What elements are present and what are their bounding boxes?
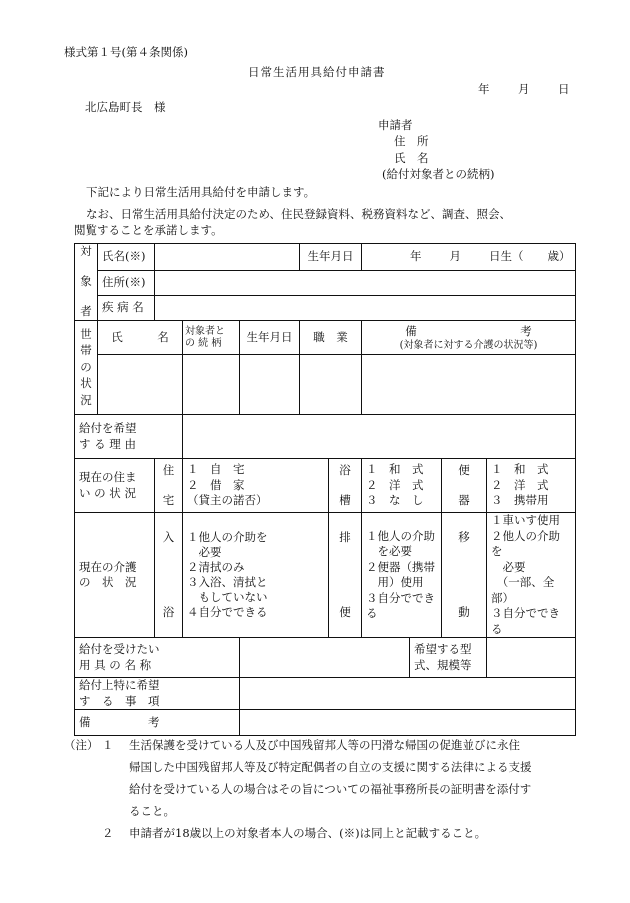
subject-dob-field[interactable]: 年 月 日生（ 歳）: [362, 244, 576, 271]
subject-disease-field[interactable]: [155, 296, 576, 321]
item-name-label: 給付を受けたい 用 具 の 名 称: [75, 638, 240, 678]
applicant-relation-label: (給付対象者との続柄): [382, 167, 495, 181]
housing-bath-options[interactable]: １ 和 式 ２ 洋 式 ３ な し: [362, 459, 442, 513]
special-request-field[interactable]: [240, 678, 576, 710]
item-model-label: 希望する型 式、規模等: [410, 638, 487, 678]
household-relation-field[interactable]: [183, 355, 240, 415]
intro-line-2a: なお、日常生活用具給付決定のため、住民登録資料、税務資料など、調査、照会、: [86, 207, 512, 221]
remarks-label: 備 考: [75, 710, 240, 736]
housing-house-side: 住 宅: [155, 459, 183, 513]
subject-section-label: 対 象 者: [75, 244, 98, 321]
page-title: 日常生活用具給付申請書: [248, 65, 386, 79]
household-name-field[interactable]: [98, 355, 183, 415]
household-col-name: 氏 名: [98, 321, 183, 355]
applicant-name-label: 氏 名: [394, 151, 429, 165]
subject-name-field[interactable]: [155, 244, 300, 271]
care-moving-side: 移 動: [442, 513, 487, 638]
applicant-address-label: 住 所: [394, 134, 429, 148]
subject-disease-label: 疾 病 名: [98, 296, 155, 321]
household-remarks-field[interactable]: [362, 355, 576, 415]
household-col-job: 職 業: [300, 321, 362, 355]
remarks-field[interactable]: [240, 710, 576, 736]
housing-toilet-side: 便 器: [442, 459, 487, 513]
addressee: 北広島町長 様: [85, 100, 166, 114]
household-col-dob: 生年月日: [240, 321, 300, 355]
item-name-field[interactable]: [240, 638, 410, 678]
date-day-label: 日: [558, 82, 570, 96]
care-bathing-side: 入 浴: [155, 513, 183, 638]
notes-section: [64, 734, 584, 844]
subject-address-label: 住所(※): [98, 271, 155, 296]
care-moving-options[interactable]: １車いす使用 ２他人の介助を 必要 （一部、全部） ３自分でできる: [487, 513, 576, 638]
applicant-label: 申請者: [378, 118, 413, 132]
household-section-label: 世 帯 の 状 況: [75, 321, 98, 415]
item-model-field[interactable]: [487, 638, 576, 678]
date-month-label: 月: [518, 82, 530, 96]
reason-label: 給付を希望 す る 理 由: [75, 415, 183, 459]
special-request-label: 給付上特に希望 す る 事 項: [75, 678, 240, 710]
housing-toilet-options[interactable]: １ 和 式 ２ 洋 式 ３ 携帯用: [487, 459, 576, 513]
care-excretion-options[interactable]: １他人の介助 を必要 ２便器（携帯 用）使用 ３自分でできる: [362, 513, 442, 638]
care-excretion-side: 排 便: [329, 513, 362, 638]
intro-line-2b: 閲覧することを承諾します。: [74, 223, 223, 237]
application-form-table: [74, 243, 576, 736]
intro-line-1: 下記により日常生活用具給付を申請します。: [86, 185, 316, 199]
note-1: （注） １ 生活保護を受けている人及び中国残留邦人等の円滑な帰国の促進並びに永住 帰国した中国残留邦人等及び特定配偶者の自立の支援に関する法律による支援 給付を受けている人の場合はその旨についての福祉事務所長の証明書を添付す ること。: [64, 738, 532, 818]
subject-address-field[interactable]: [155, 271, 576, 296]
reason-field[interactable]: [183, 415, 576, 459]
care-bathing-options[interactable]: １他人の介助を 必要 ２清拭のみ ３入浴、清拭と もしていない ４自分でできる: [183, 513, 329, 638]
housing-label: 現在の住ま い の 状 況: [75, 459, 155, 513]
note-2: ２ 申請者が18歳以上の対象者本人の場合、(※)は同上と記載すること。: [102, 826, 487, 840]
household-job-field[interactable]: [300, 355, 362, 415]
housing-bath-side: 浴 槽: [329, 459, 362, 513]
subject-name-label: 氏名(※): [98, 244, 155, 271]
date-year-label: 年: [478, 82, 490, 96]
housing-house-options[interactable]: １ 自 宅 ２ 借 家 （貸主の諾否）: [183, 459, 329, 513]
care-label: 現在の介護 の 状 況: [75, 513, 155, 638]
household-col-remarks: 備 考 (対象者に対する介護の状況等): [362, 321, 576, 355]
household-dob-field[interactable]: [240, 355, 300, 415]
form-number: 様式第１号(第４条関係): [64, 45, 188, 59]
household-col-relation: 対象者と の 続 柄: [183, 321, 240, 355]
subject-dob-label: 生年月日: [300, 244, 362, 271]
